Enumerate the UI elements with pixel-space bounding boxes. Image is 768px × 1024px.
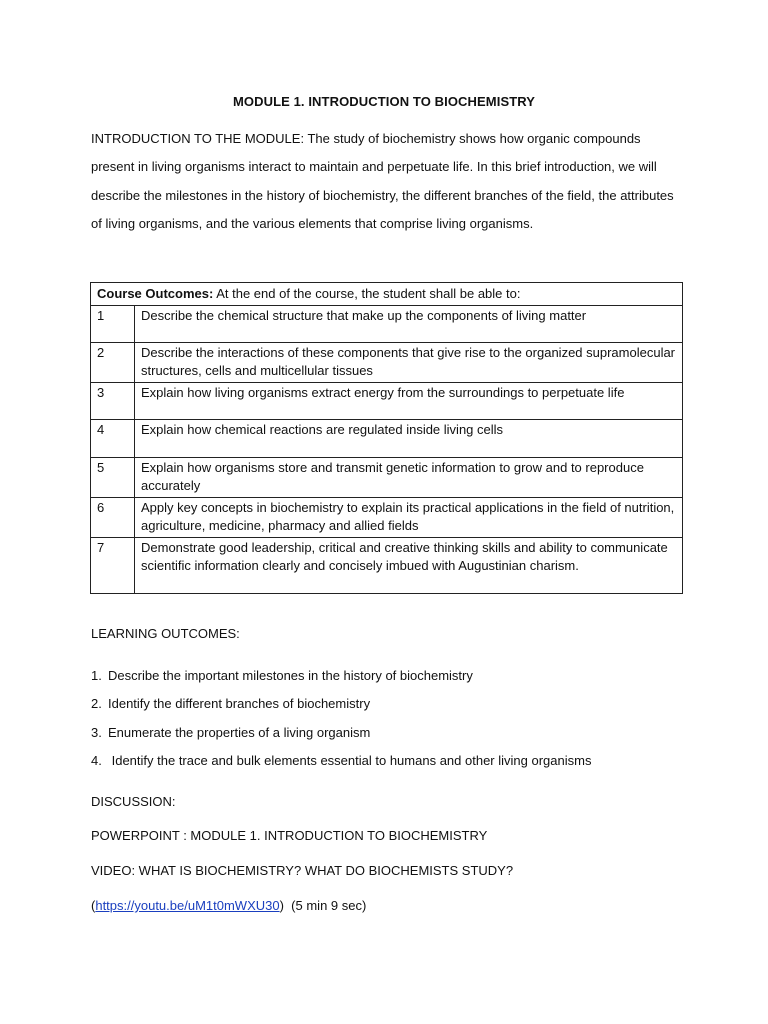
learning-outcome-item bbox=[91, 668, 473, 683]
row-text: Apply key concepts in biochemistry to explain its practical applications in the field of nutrition, agriculture, medicine, pharmacy and allied fields bbox=[135, 498, 683, 538]
row-number: 2 bbox=[91, 343, 135, 383]
video-link-line bbox=[91, 898, 366, 913]
item-text: Enumerate the properties of a living organism bbox=[108, 725, 371, 740]
intro-text: The study of biochemistry shows how organic compounds present in living organisms interact to maintain and perpetuate life. In this brief introduction, we will describe the milestones in the history of biochemistry, the different branches of the field, the attributes of living organisms, and the various elements that comprise living organisms. bbox=[91, 131, 674, 231]
page-title: MODULE 1. INTRODUCTION TO BIOCHEMISTRY bbox=[232, 94, 536, 109]
row-text: Explain how chemical reactions are regulated inside living cells bbox=[135, 420, 683, 458]
item-text: Describe the important milestones in the history of biochemistry bbox=[108, 668, 473, 683]
table-row bbox=[91, 538, 683, 594]
learning-outcome-item bbox=[91, 753, 591, 768]
learning-outcomes-heading: LEARNING OUTCOMES: bbox=[91, 626, 240, 641]
row-number: 5 bbox=[91, 458, 135, 498]
table-row bbox=[91, 306, 683, 343]
row-text: Demonstrate good leadership, critical and creative thinking skills and ability to communicate scientific information clearly and concisely imbued with Augustinian charism. bbox=[135, 538, 683, 594]
item-number: 4. bbox=[91, 753, 102, 768]
item-number: 2. bbox=[91, 696, 102, 711]
link-close-paren: ) bbox=[279, 898, 284, 913]
row-text: Explain how organisms store and transmit genetic information to grow and to reproduce accurately bbox=[135, 458, 683, 498]
item-text: Identify the different branches of biochemistry bbox=[108, 696, 371, 711]
video-link[interactable]: https://youtu.be/uM1t0mWXU30 bbox=[95, 898, 280, 913]
item-number: 3. bbox=[91, 725, 102, 740]
course-outcomes-table bbox=[90, 282, 683, 594]
table-row bbox=[91, 383, 683, 420]
row-number: 1 bbox=[91, 306, 135, 343]
row-number: 6 bbox=[91, 498, 135, 538]
row-text: Describe the interactions of these components that give rise to the organized supramolecular structures, cells and multicellular tissues bbox=[135, 343, 683, 383]
table-row bbox=[91, 343, 683, 383]
learning-outcome-item bbox=[91, 725, 370, 740]
learning-outcome-item bbox=[91, 696, 370, 711]
item-number: 1. bbox=[91, 668, 102, 683]
discussion-heading: DISCUSSION: bbox=[91, 794, 176, 809]
course-outcomes-label: Course Outcomes: bbox=[97, 286, 214, 301]
table-header-row bbox=[91, 283, 683, 306]
link-open-paren: ( bbox=[91, 898, 96, 913]
table-row bbox=[91, 498, 683, 538]
powerpoint-line: POWERPOINT : MODULE 1. INTRODUCTION TO BIOCHEMISTRY bbox=[91, 828, 488, 843]
intro-paragraph bbox=[91, 125, 683, 238]
row-number: 4 bbox=[91, 420, 135, 458]
table-row bbox=[91, 420, 683, 458]
row-text: Explain how living organisms extract energy from the surroundings to perpetuate life bbox=[135, 383, 683, 420]
row-number: 7 bbox=[91, 538, 135, 594]
row-number: 3 bbox=[91, 383, 135, 420]
video-line: VIDEO: WHAT IS BIOCHEMISTRY? WHAT DO BIOCHEMISTS STUDY? bbox=[91, 863, 514, 878]
intro-label: INTRODUCTION TO THE MODULE: bbox=[91, 131, 305, 146]
table-row bbox=[91, 458, 683, 498]
video-duration: (5 min 9 sec) bbox=[283, 898, 367, 913]
table-header-cell bbox=[91, 283, 683, 306]
row-text: Describe the chemical structure that make up the components of living matter bbox=[135, 306, 683, 343]
course-outcomes-header-text: At the end of the course, the student shall be able to: bbox=[213, 286, 521, 301]
item-text: Identify the trace and bulk elements essential to humans and other living organisms bbox=[108, 753, 592, 768]
